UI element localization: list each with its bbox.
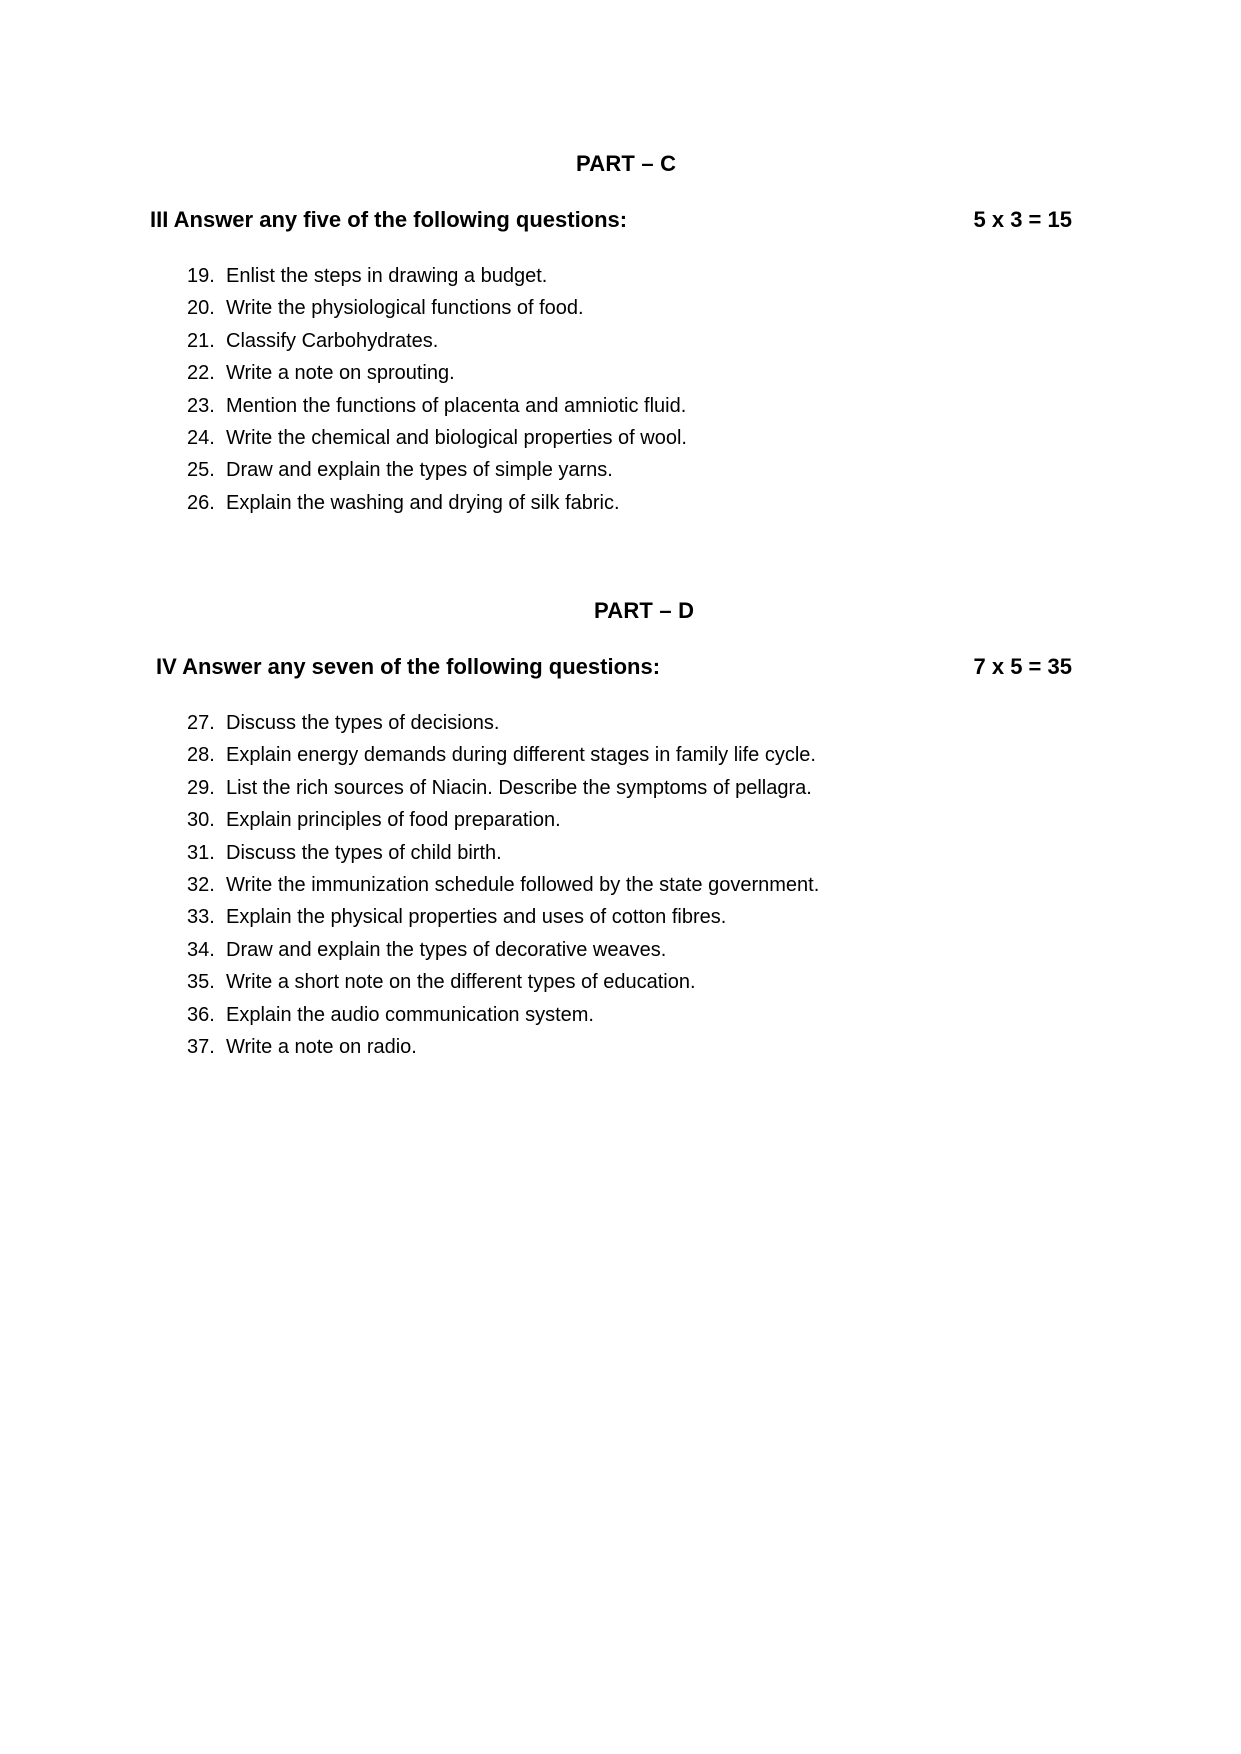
- part-d-title: PART – D: [594, 598, 695, 623]
- part-d-instruction-row: [0, 654, 1241, 684]
- question-number: 20.: [187, 297, 215, 320]
- question-number: 36.: [187, 1003, 215, 1026]
- question-number: 27.: [187, 712, 215, 734]
- question-text: Explain the audio communication system.: [226, 1003, 594, 1026]
- question-text: Explain the physical properties and uses of cotton fibres.: [226, 906, 727, 929]
- question-number: 32.: [187, 873, 215, 896]
- question-text: List the rich sources of Niacin. Describe the symptoms of pellagra.: [226, 776, 812, 799]
- question-text: Classify Carbohydrates.: [226, 329, 439, 352]
- question-number: 31.: [187, 841, 215, 864]
- question-number: 33.: [187, 906, 215, 929]
- question-text: Write the chemical and biological properties of wool.: [226, 426, 687, 449]
- question-number: 34.: [187, 938, 215, 961]
- question-text: Write a note on sprouting.: [226, 362, 455, 385]
- question-number: 22.: [187, 362, 215, 385]
- part-c-title: PART – C: [576, 151, 677, 176]
- question-text: Explain the washing and drying of silk fabric.: [226, 491, 620, 514]
- question-number: 29.: [187, 776, 215, 799]
- part-c-instruction-row: [0, 207, 1241, 237]
- question-text: Explain energy demands during different stages in family life cycle.: [226, 744, 816, 767]
- part-d-instruction: IV Answer any seven of the following questions:: [156, 654, 661, 679]
- question-number: 25.: [187, 459, 215, 482]
- question-number: 21.: [187, 329, 215, 352]
- question-text: Draw and explain the types of decorative weaves.: [226, 938, 667, 961]
- question-text: Write a short note on the different types of education.: [226, 971, 696, 994]
- part-c-instruction: III Answer any five of the following questions:: [150, 207, 628, 232]
- question-number: 26.: [187, 491, 215, 514]
- part-c-marks: 5 x 3 = 15: [973, 207, 1072, 232]
- question-number: 28.: [187, 744, 215, 767]
- question-text: Write the physiological functions of food.: [226, 297, 584, 320]
- question-number: 37.: [187, 1035, 215, 1058]
- question-text: Explain principles of food preparation.: [226, 809, 561, 832]
- question-number: 23.: [187, 394, 215, 417]
- question-text: Mention the functions of placenta and amniotic fluid.: [226, 394, 687, 417]
- question-text: Discuss the types of child birth.: [226, 841, 502, 864]
- question-number: 30.: [187, 809, 215, 832]
- question-text: Write a note on radio.: [226, 1035, 417, 1058]
- question-number: 19.: [187, 265, 215, 287]
- part-d-marks: 7 x 5 = 35: [973, 654, 1072, 679]
- question-text: Enlist the steps in drawing a budget.: [226, 265, 548, 287]
- question-number: 35.: [187, 971, 215, 994]
- question-text: Draw and explain the types of simple yarns.: [226, 459, 613, 482]
- question-text: Discuss the types of decisions.: [226, 712, 500, 734]
- question-number: 24.: [187, 426, 215, 449]
- question-text: Write the immunization schedule followed by the state government.: [226, 873, 820, 896]
